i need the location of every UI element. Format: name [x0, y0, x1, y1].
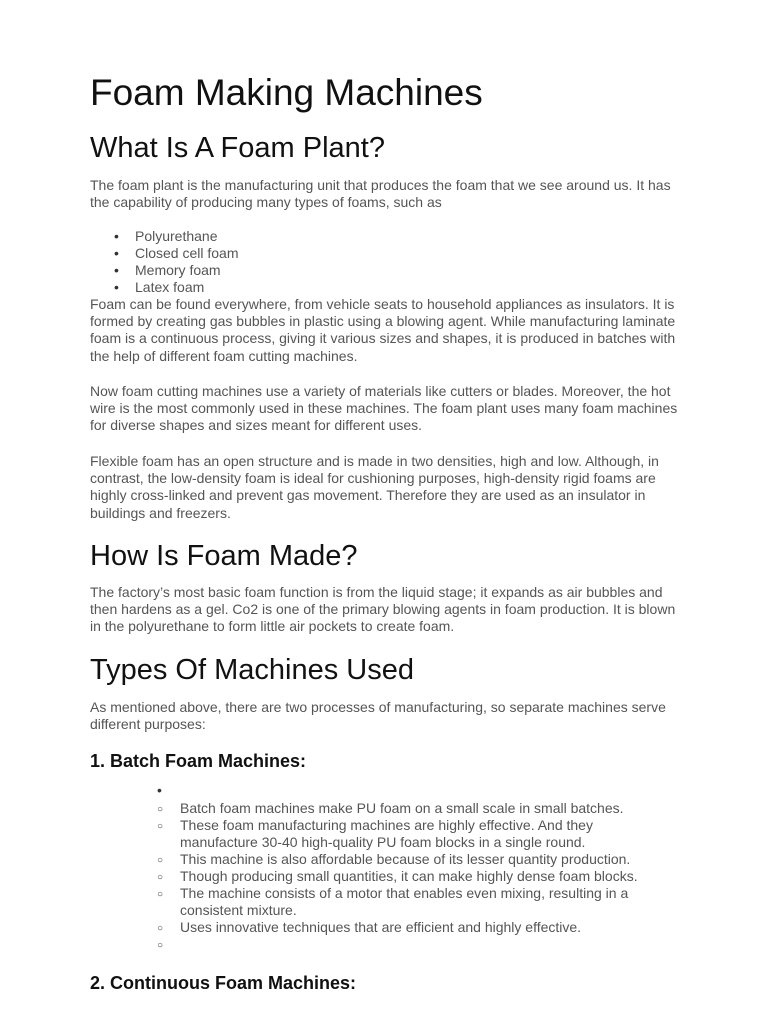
heading-types-of-machines: Types Of Machines Used [90, 654, 414, 686]
paragraph-intro: The foam plant is the manufacturing unit that produces the foam that we see around us. It has the capability of producing many types of foams, such as [90, 177, 671, 211]
paragraph-foam-everywhere: Foam can be found everywhere, from vehicle seats to household appliances as insulators. It is formed by creating gas bubbles in plastic using a blowing agent. While manufacturing laminate foam is a continuous process, giving it various sizes and shapes, it is produced in batches with the help of different foam cutting machines. [90, 296, 676, 364]
heading-foam-plant: What Is A Foam Plant? [90, 132, 385, 164]
paragraph-machines-intro: As mentioned above, there are two processes of manufacturing, so separate machines serve different purposes: [90, 699, 666, 733]
heading-how-foam-made: How Is Foam Made? [90, 540, 358, 572]
paragraph-foam-process: The factory’s most basic foam function is from the liquid stage; it expands as air bubbles and then hardens as a gel. Co2 is one of the primary blowing agents in foam production. It is blown in the polyurethane to form little air pockets to create foam. [90, 584, 676, 635]
heading-continuous-foam-machines: 2. Continuous Foam Machines: [90, 973, 357, 993]
list-item: ○ Uses innovative techniques that are efficient and highly effective. [90, 919, 650, 936]
list-item: • Closed cell foam [90, 245, 239, 262]
empty-bullet: • [157, 782, 162, 798]
list-item: ○ Though producing small quantities, it can make highly dense foam blocks. [90, 868, 650, 885]
page-title: Foam Making Machines [90, 72, 483, 113]
list-item: ○ The machine consists of a motor that enables even mixing, resulting in a consistent mixture. [90, 885, 650, 919]
paragraph-cutting-machines: Now foam cutting machines use a variety of materials like cutters or blades. Moreover, the hot wire is the most commonly used in these machines. The foam plant uses many foam machines for diverse shapes and sizes meant for different uses. [90, 383, 678, 434]
list-item: ○ This machine is also affordable because of its lesser quantity production. [90, 851, 650, 868]
list-item: ○ Batch foam machines make PU foam on a small scale in small batches. [90, 800, 650, 817]
list-item: • Latex foam [90, 279, 239, 296]
foam-types-list [90, 228, 239, 296]
heading-batch-foam-machines: 1. Batch Foam Machines: [90, 751, 307, 771]
list-item [90, 936, 650, 953]
batch-machines-list [90, 800, 650, 953]
paragraph-flexible-foam: Flexible foam has an open structure and is made in two densities, high and low. Although, in contrast, the low-density foam is ideal for cushioning purposes, high-density rigid foams are highly cross-linked and prevent gas movement. Therefore they are used as an insulator in buildings and freezers. [90, 453, 659, 521]
list-item: • Polyurethane [90, 228, 239, 245]
list-item: • Memory foam [90, 262, 239, 279]
list-item: ○ These foam manufacturing machines are highly effective. And they manufacture 30-40 high-quality PU foam blocks in a single round. [90, 817, 650, 851]
